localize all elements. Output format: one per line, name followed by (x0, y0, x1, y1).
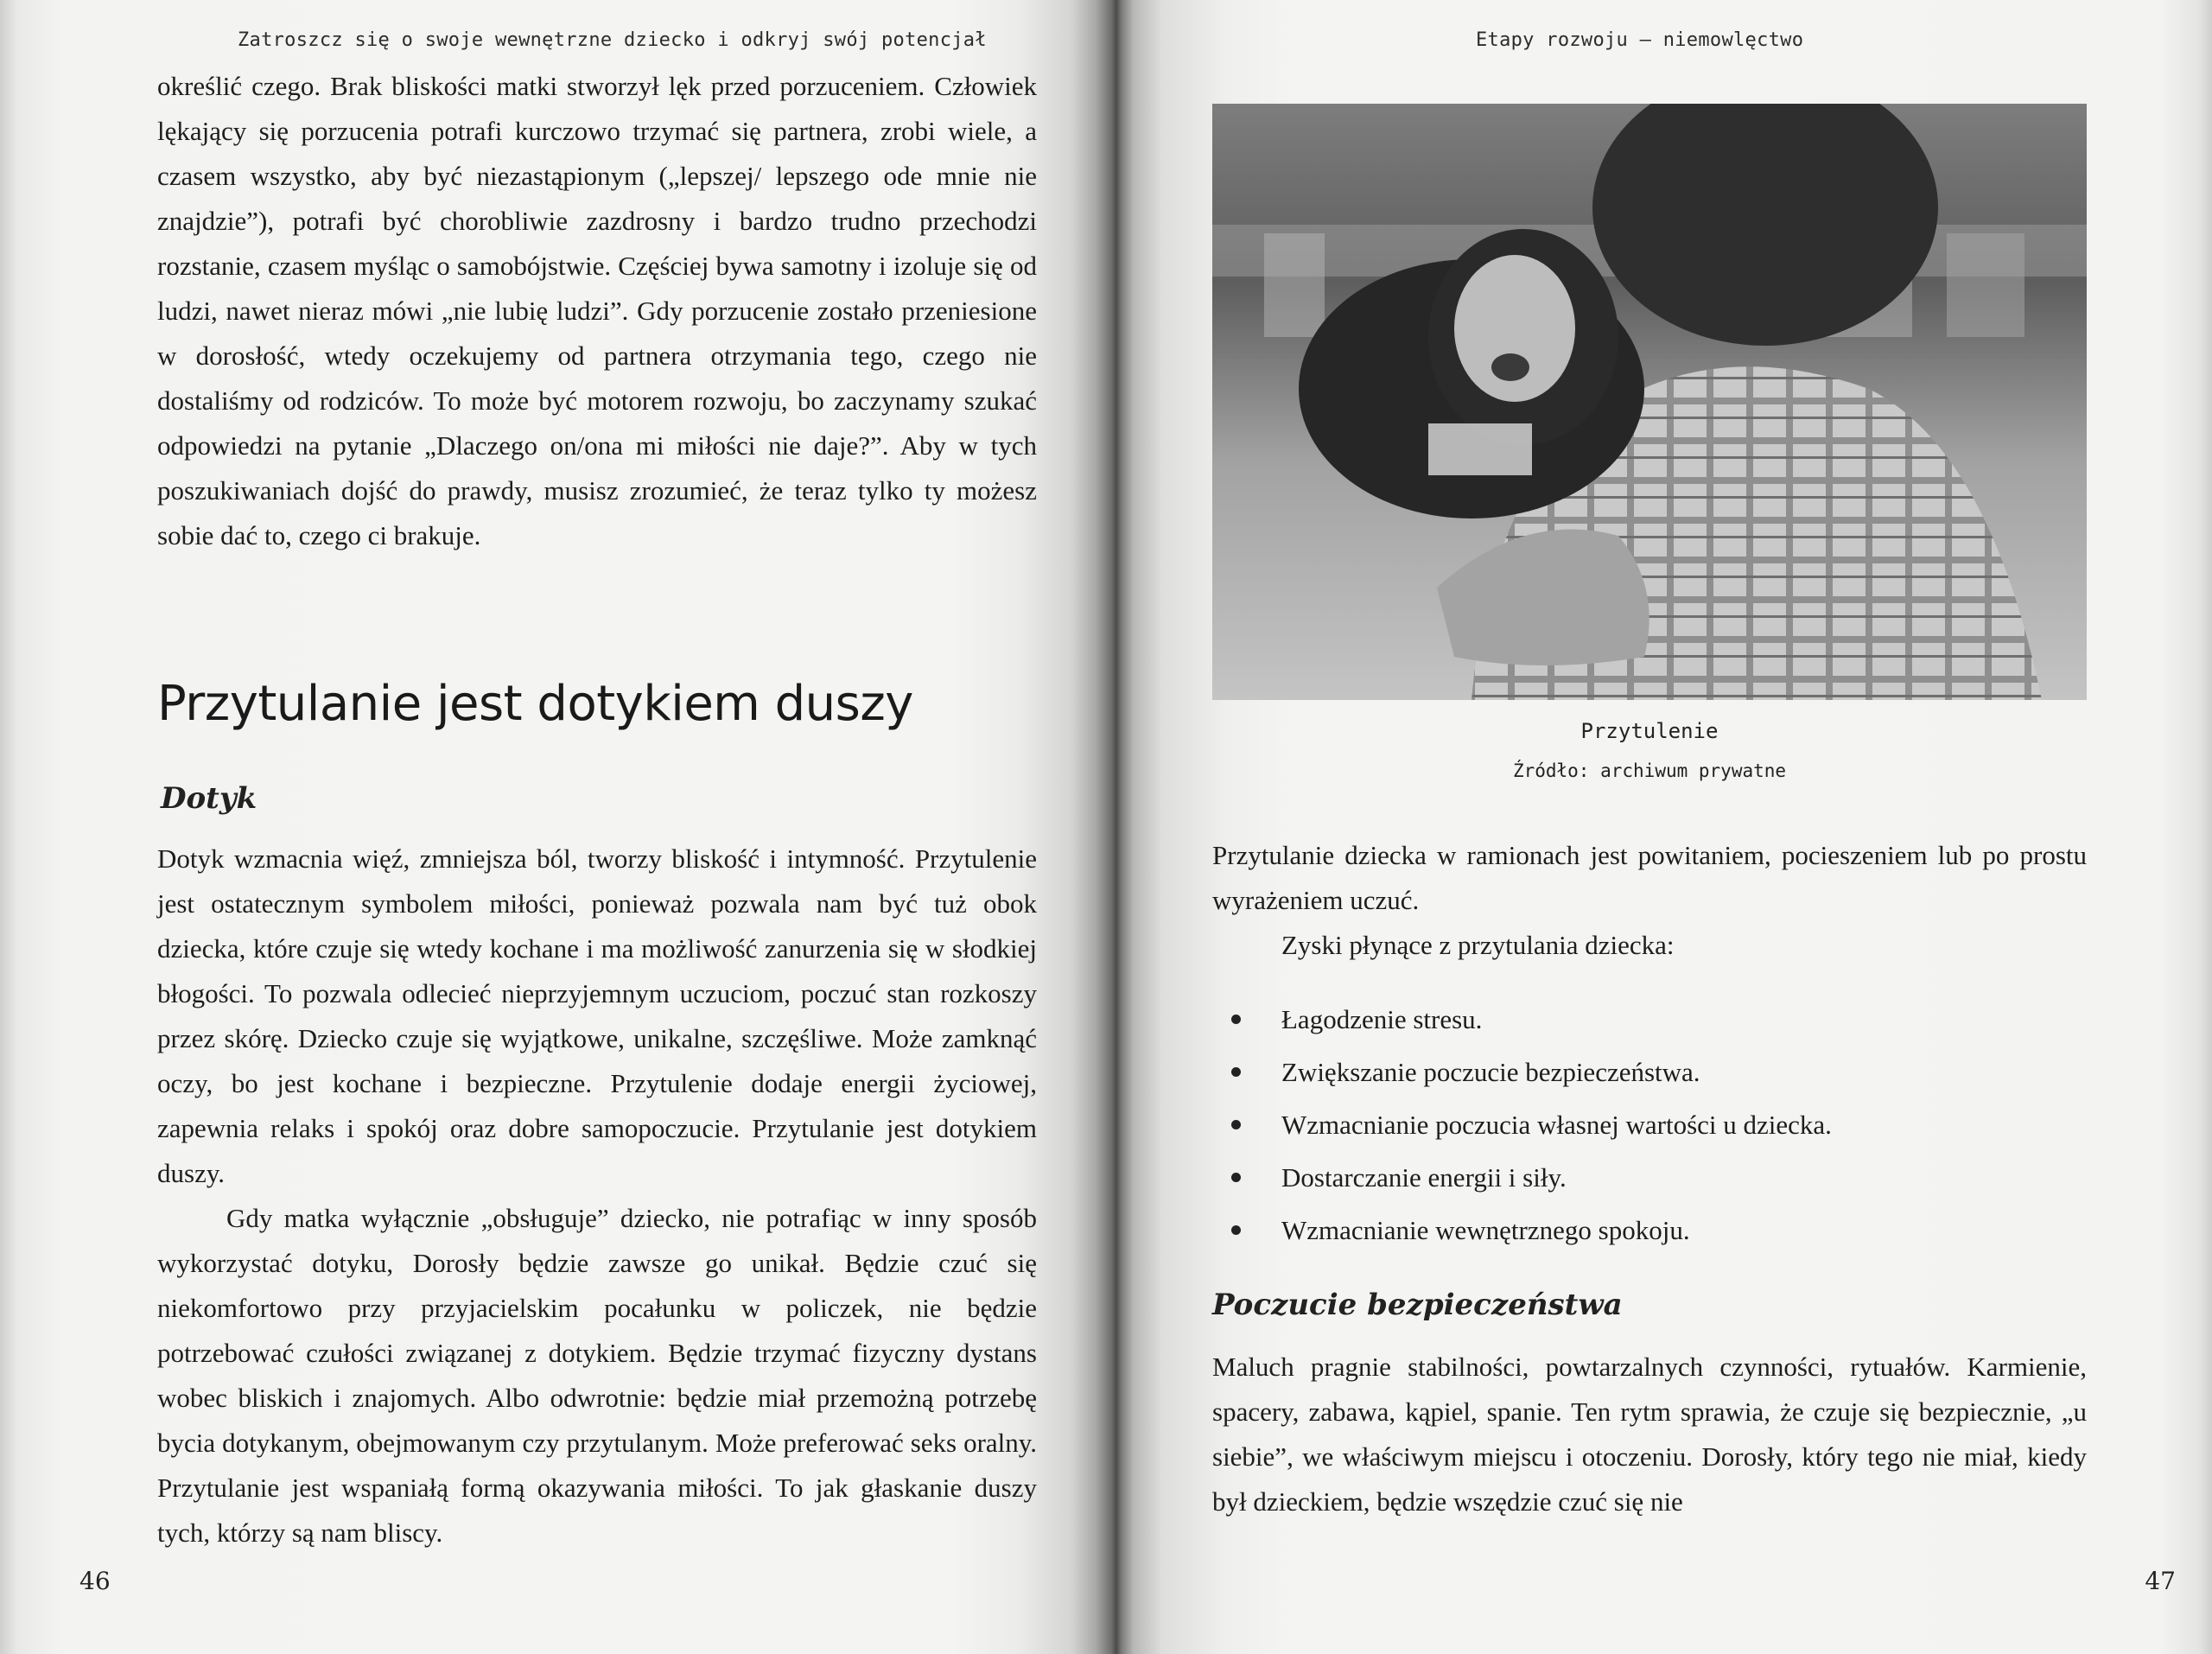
list-item (1231, 1155, 2078, 1208)
bullet-icon (1231, 1015, 1241, 1024)
list-item (1231, 1208, 2078, 1261)
intro-paragraph (157, 64, 1037, 558)
dotyk-paragraph-1: Dotyk wzmacnia więź, zmniejsza ból, tworzy bliskość i intymność. Przytulenie jest ostatecznym symbolem miłości, ponieważ pozwala nam być tuż obok dziecka, które czuje się wtedy kochane i ma możliwość zanurzenia się w słodkiej błogości. To pozwala odlecieć nieprzyjemnym uczuciom, poczuć stan rozkoszy przez skórę. Dziecko czuje się wyjątkowe, unikalne, szczęśliwe. Może zamknąć oczy, bo jest kochane i bezpieczne. Przytulenie dodaje energii życiowej, zapewnia relaks i spokój oraz dobre samopoczucie. Przytulanie jest dotykiem duszy. (157, 843, 1037, 1188)
right-paragraph-2: Maluch pragnie stabilności, powtarzalnych czynności, rytuałów. Karmienie, spacery, zabawa, kąpiel, spanie. Ten rytm sprawia, że czuje się bezpiecznie, „u siebie”, we właściwym miejscu i otoczeniu. Dorosły, który tego nie miał, kiedy był dzieckiem, będzie wszędzie czuć się nie (1212, 1352, 2087, 1517)
benefit-text: Łagodzenie stresu. (1281, 1004, 1483, 1034)
page-number-right: 47 (2145, 1567, 2176, 1595)
security-section-body (1212, 1345, 2087, 1524)
benefit-text: Wzmacnianie poczucia własnej wartości u dziecka. (1281, 1110, 1832, 1140)
subheading-poczucie-bezpieczenstwa: Poczucie bezpieczeństwa (1212, 1288, 1623, 1322)
benefits-list-intro: Zyski płynące z przytulania dziecka: (1281, 930, 1675, 960)
bullet-icon (1231, 1120, 1241, 1129)
list-item (1231, 1103, 2078, 1155)
list-item (1231, 1050, 2078, 1103)
right-paragraph-1: Przytulanie dziecka w ramionach jest powitaniem, pocieszeniem lub po prostu wyrażeniem uczuć. (1212, 840, 2087, 915)
benefits-list (1231, 997, 2078, 1261)
page-number-left: 46 (79, 1567, 111, 1595)
bullet-icon (1231, 1173, 1241, 1182)
intro-paragraph-text: określić czego. Brak bliskości matki stworzył lęk przed porzuceniem. Człowiek lękający się porzucenia potrafi kurczowo trzymać się partnera, zrobi wiele, a czasem wszystko, aby być niezastąpionym („lepszej/ lepszego ode mnie nie znajdzie”), potrafi być chorobliwie zazdrosny i bardzo trudno przechodzi rozstanie, czasem myśląc o samobójstwie. Częściej bywa samotny i izoluje się od ludzi, nawet nieraz mówi „nie lubię ludzi”. Gdy porzucenie zostało przeniesione w dorosłość, wtedy oczekujemy od partnera otrzymania tego, czego nie dostaliśmy od rodziców. To może być motorem rozwoju, bo zaczynamy szukać odpowiedzi na pytanie „Dlaczego on/ona mi miłości nie daje?”. Aby w tych poszukiwaniach dojść do prawdy, musisz zrozumieć, że teraz tylko ty możesz sobie dać to, czego ci brakuje. (157, 71, 1037, 550)
list-item (1231, 997, 2078, 1050)
benefit-text: Wzmacnianie wewnętrznego spokoju. (1281, 1215, 1690, 1245)
right-intro-text (1212, 833, 2087, 968)
right-page (1119, 0, 2212, 1654)
bullet-icon (1231, 1067, 1241, 1077)
dotyk-section-body (157, 837, 1037, 1555)
hug-photo (1212, 104, 2087, 700)
running-head-right: Etapy rozwoju — niemowlęctwo (1476, 29, 1804, 51)
section-heading: Przytulanie jest dotykiem duszy (157, 676, 913, 732)
hug-photo-illustration (1212, 104, 2087, 700)
benefit-text: Zwiększanie poczucie bezpieczeństwa. (1281, 1057, 1700, 1087)
bullet-icon (1231, 1225, 1241, 1235)
benefit-text: Dostarczanie energii i siły. (1281, 1162, 1567, 1193)
running-head-left: Zatroszcz się o swoje wewnętrzne dziecko i odkryj swój potencjał (238, 29, 987, 51)
subheading-dotyk: Dotyk (161, 781, 257, 816)
photo-caption: Przytulenie (1580, 719, 1719, 743)
dotyk-paragraph-2: Gdy matka wyłącznie „obsługuje” dziecko, nie potrafiąc w inny sposób wykorzystać dotyku, Dorosły będzie zawsze go unikał. Będzie czuć się niekomfortowo przy przyjacielskim pocałunku w policzek, nie będzie potrzebować czułości związanej z dotykiem. Będzie trzymać fizyczny dystans wobec bliskich i znajomych. Albo odwrotnie: będzie miał przemożną potrzebę bycia dotykanym, obejmowanym czy przytulanym. Może preferować seks oralny. Przytulanie jest wspaniałą formą okazywania miłości. To jak głaskanie duszy tych, którzy są nam bliscy. (157, 1203, 1037, 1548)
photo-source: Źródło: archiwum prywatne (1512, 760, 1787, 781)
